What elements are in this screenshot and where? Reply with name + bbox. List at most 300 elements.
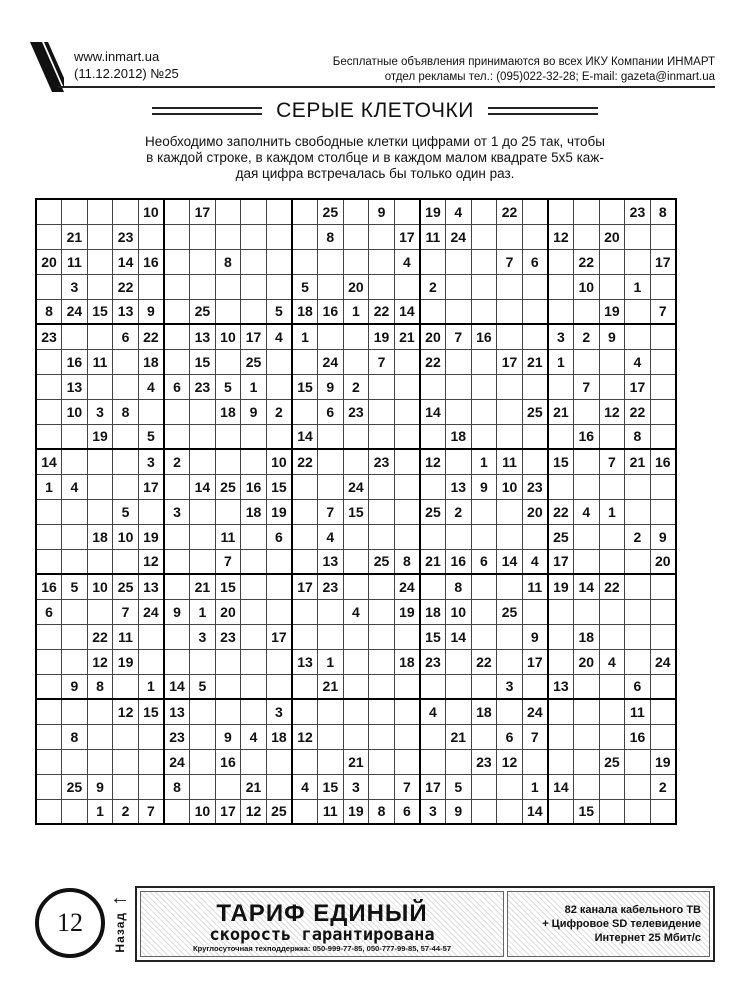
empty-cell[interactable] [266,549,292,574]
empty-cell[interactable] [394,499,420,524]
empty-cell[interactable] [62,524,88,549]
empty-cell[interactable] [625,599,651,624]
empty-cell[interactable] [446,649,472,674]
empty-cell[interactable] [164,274,190,299]
empty-cell[interactable] [548,474,574,499]
empty-cell[interactable] [394,674,420,699]
empty-cell[interactable] [650,599,676,624]
empty-cell[interactable] [36,624,62,649]
empty-cell[interactable] [548,374,574,399]
empty-cell[interactable] [215,224,241,249]
empty-cell[interactable] [292,474,318,499]
empty-cell[interactable] [625,624,651,649]
empty-cell[interactable] [292,624,318,649]
empty-cell[interactable] [87,749,113,774]
empty-cell[interactable] [87,449,113,474]
empty-cell[interactable] [625,749,651,774]
empty-cell[interactable] [62,449,88,474]
empty-cell[interactable] [394,349,420,374]
empty-cell[interactable] [62,699,88,724]
empty-cell[interactable] [369,699,395,724]
empty-cell[interactable] [369,249,395,274]
empty-cell[interactable] [343,349,369,374]
empty-cell[interactable] [164,249,190,274]
empty-cell[interactable] [394,199,420,224]
empty-cell[interactable] [241,574,267,599]
empty-cell[interactable] [650,399,676,424]
empty-cell[interactable] [138,649,164,674]
empty-cell[interactable] [497,499,523,524]
empty-cell[interactable] [113,474,139,499]
empty-cell[interactable] [573,474,599,499]
empty-cell[interactable] [190,774,216,799]
empty-cell[interactable] [573,449,599,474]
empty-cell[interactable] [190,274,216,299]
empty-cell[interactable] [113,774,139,799]
empty-cell[interactable] [625,549,651,574]
empty-cell[interactable] [241,524,267,549]
empty-cell[interactable] [138,724,164,749]
empty-cell[interactable] [87,249,113,274]
empty-cell[interactable] [446,274,472,299]
empty-cell[interactable] [497,649,523,674]
empty-cell[interactable] [471,349,497,374]
empty-cell[interactable] [36,774,62,799]
empty-cell[interactable] [292,199,318,224]
empty-cell[interactable] [471,399,497,424]
empty-cell[interactable] [215,649,241,674]
empty-cell[interactable] [164,524,190,549]
empty-cell[interactable] [266,424,292,449]
empty-cell[interactable] [650,324,676,349]
empty-cell[interactable] [548,199,574,224]
empty-cell[interactable] [292,549,318,574]
empty-cell[interactable] [190,699,216,724]
empty-cell[interactable] [497,574,523,599]
empty-cell[interactable] [164,224,190,249]
empty-cell[interactable] [292,699,318,724]
empty-cell[interactable] [343,224,369,249]
empty-cell[interactable] [318,599,344,624]
empty-cell[interactable] [292,749,318,774]
empty-cell[interactable] [62,424,88,449]
empty-cell[interactable] [292,249,318,274]
empty-cell[interactable] [599,524,625,549]
empty-cell[interactable] [241,599,267,624]
empty-cell[interactable] [266,249,292,274]
empty-cell[interactable] [369,474,395,499]
empty-cell[interactable] [292,524,318,549]
empty-cell[interactable] [62,624,88,649]
empty-cell[interactable] [318,699,344,724]
empty-cell[interactable] [625,574,651,599]
empty-cell[interactable] [497,774,523,799]
empty-cell[interactable] [190,649,216,674]
empty-cell[interactable] [241,699,267,724]
empty-cell[interactable] [343,449,369,474]
empty-cell[interactable] [573,674,599,699]
empty-cell[interactable] [36,374,62,399]
empty-cell[interactable] [446,374,472,399]
empty-cell[interactable] [36,749,62,774]
empty-cell[interactable] [318,249,344,274]
empty-cell[interactable] [292,674,318,699]
empty-cell[interactable] [164,474,190,499]
empty-cell[interactable] [343,574,369,599]
empty-cell[interactable] [369,624,395,649]
empty-cell[interactable] [548,624,574,649]
empty-cell[interactable] [420,299,446,324]
empty-cell[interactable] [36,274,62,299]
empty-cell[interactable] [215,199,241,224]
empty-cell[interactable] [599,799,625,824]
empty-cell[interactable] [471,499,497,524]
empty-cell[interactable] [650,799,676,824]
empty-cell[interactable] [522,449,548,474]
empty-cell[interactable] [573,299,599,324]
empty-cell[interactable] [87,324,113,349]
empty-cell[interactable] [650,574,676,599]
empty-cell[interactable] [369,399,395,424]
empty-cell[interactable] [650,274,676,299]
empty-cell[interactable] [471,799,497,824]
empty-cell[interactable] [497,799,523,824]
empty-cell[interactable] [650,624,676,649]
empty-cell[interactable] [164,199,190,224]
empty-cell[interactable] [62,499,88,524]
empty-cell[interactable] [548,424,574,449]
empty-cell[interactable] [190,724,216,749]
empty-cell[interactable] [138,499,164,524]
empty-cell[interactable] [522,299,548,324]
empty-cell[interactable] [241,299,267,324]
empty-cell[interactable] [625,224,651,249]
empty-cell[interactable] [87,224,113,249]
empty-cell[interactable] [625,324,651,349]
empty-cell[interactable] [394,724,420,749]
empty-cell[interactable] [369,374,395,399]
empty-cell[interactable] [113,349,139,374]
empty-cell[interactable] [369,674,395,699]
empty-cell[interactable] [497,274,523,299]
empty-cell[interactable] [394,699,420,724]
empty-cell[interactable] [548,724,574,749]
empty-cell[interactable] [266,774,292,799]
empty-cell[interactable] [599,699,625,724]
empty-cell[interactable] [446,249,472,274]
empty-cell[interactable] [573,399,599,424]
empty-cell[interactable] [36,799,62,824]
empty-cell[interactable] [599,349,625,374]
empty-cell[interactable] [266,599,292,624]
empty-cell[interactable] [650,224,676,249]
empty-cell[interactable] [343,199,369,224]
empty-cell[interactable] [446,399,472,424]
empty-cell[interactable] [36,674,62,699]
empty-cell[interactable] [471,674,497,699]
empty-cell[interactable] [650,724,676,749]
empty-cell[interactable] [650,349,676,374]
empty-cell[interactable] [548,249,574,274]
empty-cell[interactable] [522,224,548,249]
empty-cell[interactable] [548,274,574,299]
empty-cell[interactable] [241,199,267,224]
empty-cell[interactable] [164,574,190,599]
empty-cell[interactable] [420,674,446,699]
empty-cell[interactable] [241,649,267,674]
empty-cell[interactable] [471,274,497,299]
empty-cell[interactable] [625,799,651,824]
empty-cell[interactable] [292,224,318,249]
empty-cell[interactable] [573,349,599,374]
empty-cell[interactable] [420,574,446,599]
empty-cell[interactable] [164,299,190,324]
empty-cell[interactable] [446,299,472,324]
empty-cell[interactable] [87,374,113,399]
empty-cell[interactable] [138,774,164,799]
empty-cell[interactable] [599,199,625,224]
empty-cell[interactable] [420,474,446,499]
empty-cell[interactable] [113,724,139,749]
empty-cell[interactable] [548,599,574,624]
empty-cell[interactable] [369,574,395,599]
empty-cell[interactable] [343,624,369,649]
empty-cell[interactable] [625,474,651,499]
empty-cell[interactable] [497,624,523,649]
empty-cell[interactable] [522,524,548,549]
empty-cell[interactable] [471,299,497,324]
empty-cell[interactable] [343,324,369,349]
empty-cell[interactable] [625,649,651,674]
empty-cell[interactable] [87,274,113,299]
empty-cell[interactable] [266,649,292,674]
empty-cell[interactable] [599,724,625,749]
empty-cell[interactable] [599,774,625,799]
empty-cell[interactable] [573,774,599,799]
empty-cell[interactable] [369,499,395,524]
empty-cell[interactable] [62,749,88,774]
empty-cell[interactable] [87,474,113,499]
empty-cell[interactable] [215,299,241,324]
empty-cell[interactable] [599,274,625,299]
empty-cell[interactable] [266,374,292,399]
empty-cell[interactable] [446,699,472,724]
empty-cell[interactable] [138,624,164,649]
empty-cell[interactable] [215,274,241,299]
empty-cell[interactable] [113,674,139,699]
empty-cell[interactable] [343,724,369,749]
empty-cell[interactable] [164,424,190,449]
empty-cell[interactable] [394,524,420,549]
empty-cell[interactable] [318,424,344,449]
empty-cell[interactable] [497,324,523,349]
empty-cell[interactable] [215,699,241,724]
empty-cell[interactable] [36,549,62,574]
empty-cell[interactable] [62,799,88,824]
website-link[interactable]: www.inmart.ua [74,49,160,64]
empty-cell[interactable] [113,199,139,224]
empty-cell[interactable] [190,749,216,774]
empty-cell[interactable] [369,524,395,549]
empty-cell[interactable] [318,724,344,749]
empty-cell[interactable] [241,424,267,449]
empty-cell[interactable] [369,599,395,624]
empty-cell[interactable] [420,724,446,749]
empty-cell[interactable] [241,674,267,699]
empty-cell[interactable] [446,349,472,374]
empty-cell[interactable] [599,374,625,399]
empty-cell[interactable] [318,474,344,499]
empty-cell[interactable] [138,274,164,299]
advertisement-banner[interactable] [135,886,715,962]
empty-cell[interactable] [650,474,676,499]
empty-cell[interactable] [62,599,88,624]
empty-cell[interactable] [241,249,267,274]
empty-cell[interactable] [548,749,574,774]
empty-cell[interactable] [497,399,523,424]
empty-cell[interactable] [62,324,88,349]
empty-cell[interactable] [573,599,599,624]
empty-cell[interactable] [164,799,190,824]
empty-cell[interactable] [266,274,292,299]
empty-cell[interactable] [292,349,318,374]
empty-cell[interactable] [650,699,676,724]
empty-cell[interactable] [36,649,62,674]
empty-cell[interactable] [318,449,344,474]
empty-cell[interactable] [446,749,472,774]
empty-cell[interactable] [650,674,676,699]
empty-cell[interactable] [343,524,369,549]
empty-cell[interactable] [215,424,241,449]
empty-cell[interactable] [318,324,344,349]
empty-cell[interactable] [394,624,420,649]
empty-cell[interactable] [471,199,497,224]
empty-cell[interactable] [87,499,113,524]
empty-cell[interactable] [36,424,62,449]
empty-cell[interactable] [522,374,548,399]
empty-cell[interactable] [266,224,292,249]
empty-cell[interactable] [394,449,420,474]
empty-cell[interactable] [266,349,292,374]
empty-cell[interactable] [369,224,395,249]
empty-cell[interactable] [497,224,523,249]
empty-cell[interactable] [573,524,599,549]
empty-cell[interactable] [266,674,292,699]
empty-cell[interactable] [497,524,523,549]
empty-cell[interactable] [241,224,267,249]
empty-cell[interactable] [522,274,548,299]
back-button[interactable] [109,888,131,964]
empty-cell[interactable] [420,249,446,274]
empty-cell[interactable] [599,249,625,274]
empty-cell[interactable] [522,599,548,624]
empty-cell[interactable] [87,724,113,749]
empty-cell[interactable] [113,374,139,399]
empty-cell[interactable] [420,524,446,549]
empty-cell[interactable] [522,324,548,349]
empty-cell[interactable] [369,424,395,449]
empty-cell[interactable] [599,474,625,499]
empty-cell[interactable] [343,249,369,274]
empty-cell[interactable] [266,749,292,774]
empty-cell[interactable] [625,299,651,324]
empty-cell[interactable] [497,299,523,324]
empty-cell[interactable] [471,524,497,549]
empty-cell[interactable] [548,299,574,324]
empty-cell[interactable] [113,424,139,449]
empty-cell[interactable] [138,749,164,774]
empty-cell[interactable] [369,774,395,799]
empty-cell[interactable] [471,224,497,249]
empty-cell[interactable] [318,274,344,299]
empty-cell[interactable] [36,199,62,224]
empty-cell[interactable] [113,549,139,574]
empty-cell[interactable] [241,549,267,574]
empty-cell[interactable] [573,724,599,749]
empty-cell[interactable] [241,749,267,774]
empty-cell[interactable] [190,524,216,549]
empty-cell[interactable] [599,424,625,449]
empty-cell[interactable] [36,349,62,374]
empty-cell[interactable] [62,549,88,574]
empty-cell[interactable] [164,549,190,574]
empty-cell[interactable] [164,399,190,424]
empty-cell[interactable] [215,774,241,799]
empty-cell[interactable] [471,599,497,624]
empty-cell[interactable] [471,374,497,399]
empty-cell[interactable] [394,399,420,424]
empty-cell[interactable] [599,674,625,699]
empty-cell[interactable] [548,699,574,724]
empty-cell[interactable] [369,724,395,749]
empty-cell[interactable] [369,649,395,674]
empty-cell[interactable] [548,649,574,674]
empty-cell[interactable] [292,799,318,824]
empty-cell[interactable] [36,524,62,549]
empty-cell[interactable] [318,624,344,649]
empty-cell[interactable] [573,549,599,574]
empty-cell[interactable] [599,549,625,574]
empty-cell[interactable] [343,549,369,574]
empty-cell[interactable] [625,499,651,524]
empty-cell[interactable] [522,749,548,774]
empty-cell[interactable] [420,424,446,449]
empty-cell[interactable] [522,199,548,224]
empty-cell[interactable] [266,199,292,224]
empty-cell[interactable] [113,749,139,774]
empty-cell[interactable] [292,399,318,424]
empty-cell[interactable] [599,599,625,624]
empty-cell[interactable] [471,249,497,274]
empty-cell[interactable] [394,474,420,499]
empty-cell[interactable] [471,424,497,449]
empty-cell[interactable] [215,349,241,374]
empty-cell[interactable] [471,774,497,799]
empty-cell[interactable] [87,599,113,624]
empty-cell[interactable] [164,349,190,374]
empty-cell[interactable] [394,274,420,299]
empty-cell[interactable] [343,674,369,699]
empty-cell[interactable] [369,274,395,299]
empty-cell[interactable] [266,574,292,599]
empty-cell[interactable] [241,274,267,299]
empty-cell[interactable] [548,799,574,824]
empty-cell[interactable] [471,724,497,749]
empty-cell[interactable] [190,549,216,574]
empty-cell[interactable] [190,399,216,424]
empty-cell[interactable] [420,749,446,774]
empty-cell[interactable] [87,199,113,224]
